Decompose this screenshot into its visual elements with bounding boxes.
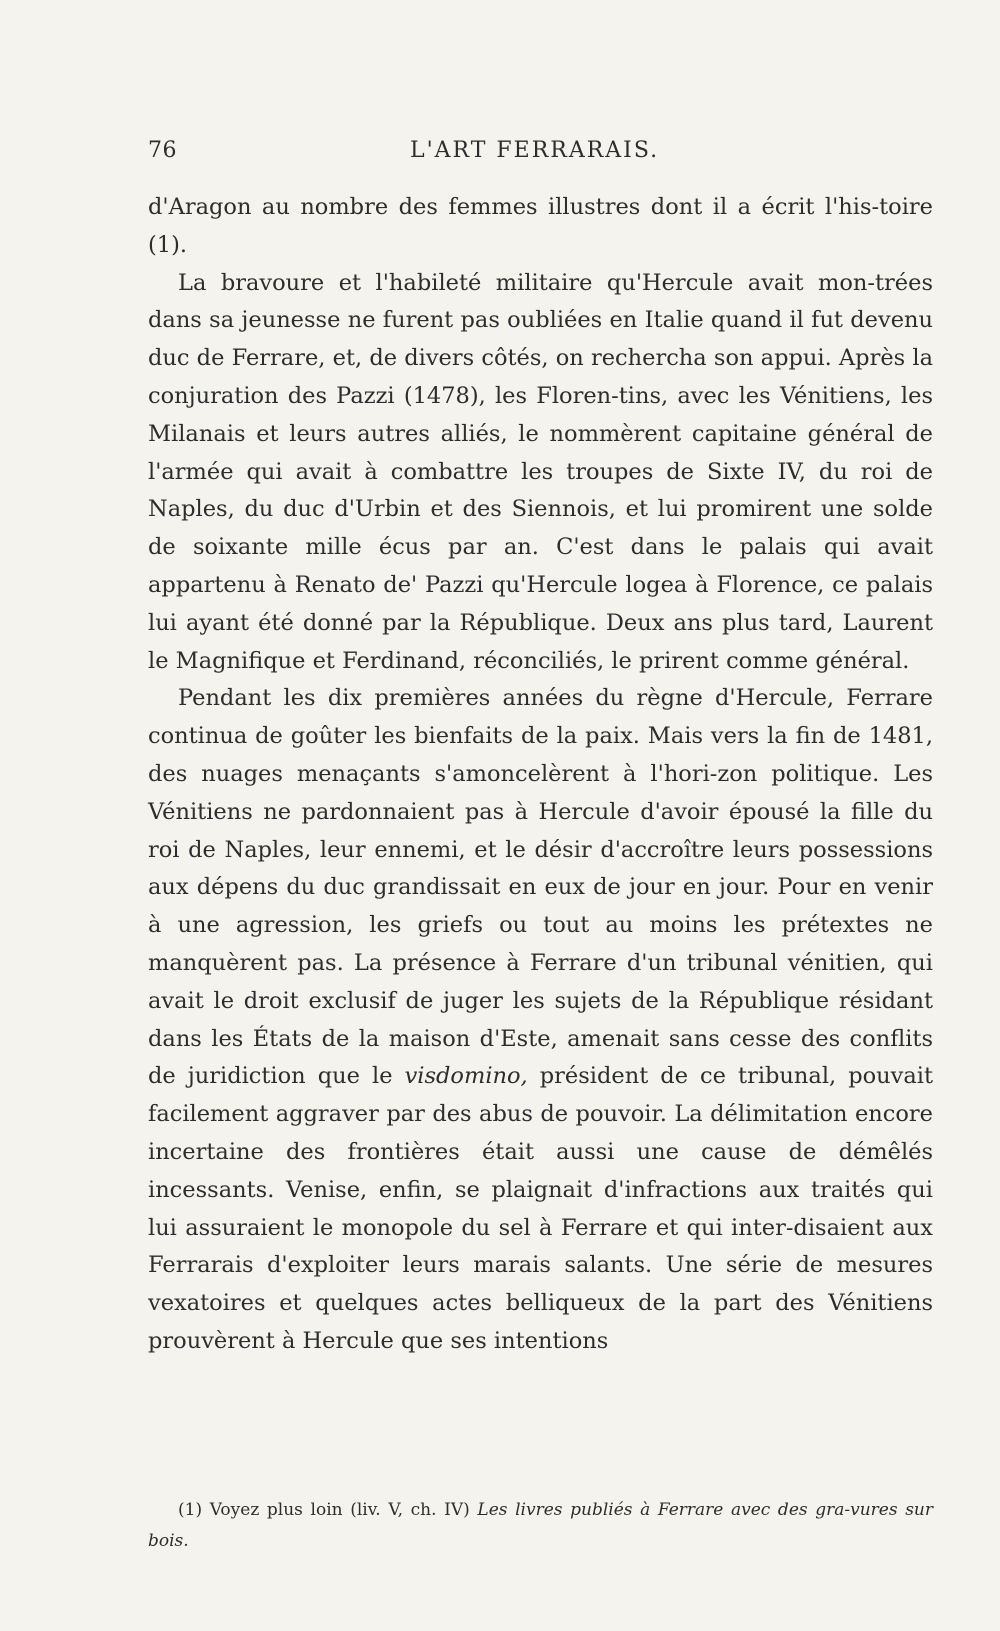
page-number: 76: [148, 138, 177, 163]
paragraph-text: Pendant les dix premières années du règne d'Hercule, Ferrare continua de goûter les bienfaits de la paix. Mais vers la fin de 1481, des nuages menaçants s'amoncelèrent à l'hori-zon politique. Les Vénitiens ne pardonnaient pas à Hercule d'avoir épousé la fille du roi de Naples, leur ennemi, et le désir d'accroître leurs possessions aux dépens du duc grandissait en eux de jour en jour. Pour en venir à une agression, les griefs ou tout au moins les prétextes ne manquèrent pas. La présence à Ferrare d'un tribunal vénitien, qui avait le droit exclusif de juger les sujets de la République résidant dans les États de la maison d'Este, amenait sans cesse des conflits de juridiction: [148, 685, 933, 1090]
running-title: L'ART FERRARAIS.: [410, 138, 660, 163]
paragraph: [148, 680, 933, 1360]
paragraph: La bravoure et l'habileté militaire qu'Hercule avait mon-trées dans sa jeunesse ne furent pas oubliées en Italie quand il fut devenu duc de Ferrare, et, de divers côtés, on rechercha son appui. Après la conjuration des Pazzi (1478), les Floren-tins, avec les Vénitiens, les Milanais et leurs autres alliés, le nommèrent capitaine général de l'armée qui avait à combattre les troupes de Sixte IV, du roi de Naples, du duc d'Urbin et des Siennois, et lui promirent une solde de soixante mille écus par an. C'est dans le palais qui avait appartenu à Renato de' Pazzi qu'Hercule logea à Florence, ce palais lui ayant été donné par la République. Deux ans plus tard, Laurent le Magnifique et Ferdinand, réconciliés, le prirent comme général.: [148, 269, 933, 674]
paragraph-text: que le: [317, 1063, 393, 1090]
footnote-italic: Les livres publiés à Ferrare avec des gra-vures sur bois.: [148, 1500, 933, 1551]
footnote-number: (1): [178, 1500, 203, 1520]
footnote-text: Voyez plus loin (liv. V, ch. IV): [209, 1500, 470, 1520]
italic-term: visdomino,: [404, 1063, 528, 1090]
paragraph-text: président de ce tribunal, pouvait facilement aggraver par des abus de pouvoir. La délimitation encore incertaine des frontières était aussi une cause de démêlés incessants. Venise, enfin, se plaignait d'infractions aux traités qui lui assuraient le monopole du sel à Ferrare et qui inter-disaient aux Ferrarais d'exploiter leurs marais salants. Une série de mesures vexatoires et quelques actes belliqueux de la part des Vénitiens prouvèrent à Hercule que ses intentions: [148, 1063, 934, 1354]
paragraph: d'Aragon au nombre des femmes illustres dont il a écrit l'his-toire (1).: [148, 194, 933, 258]
running-header: [148, 138, 930, 168]
body-text: [148, 189, 933, 1361]
footnote: [148, 1495, 933, 1557]
